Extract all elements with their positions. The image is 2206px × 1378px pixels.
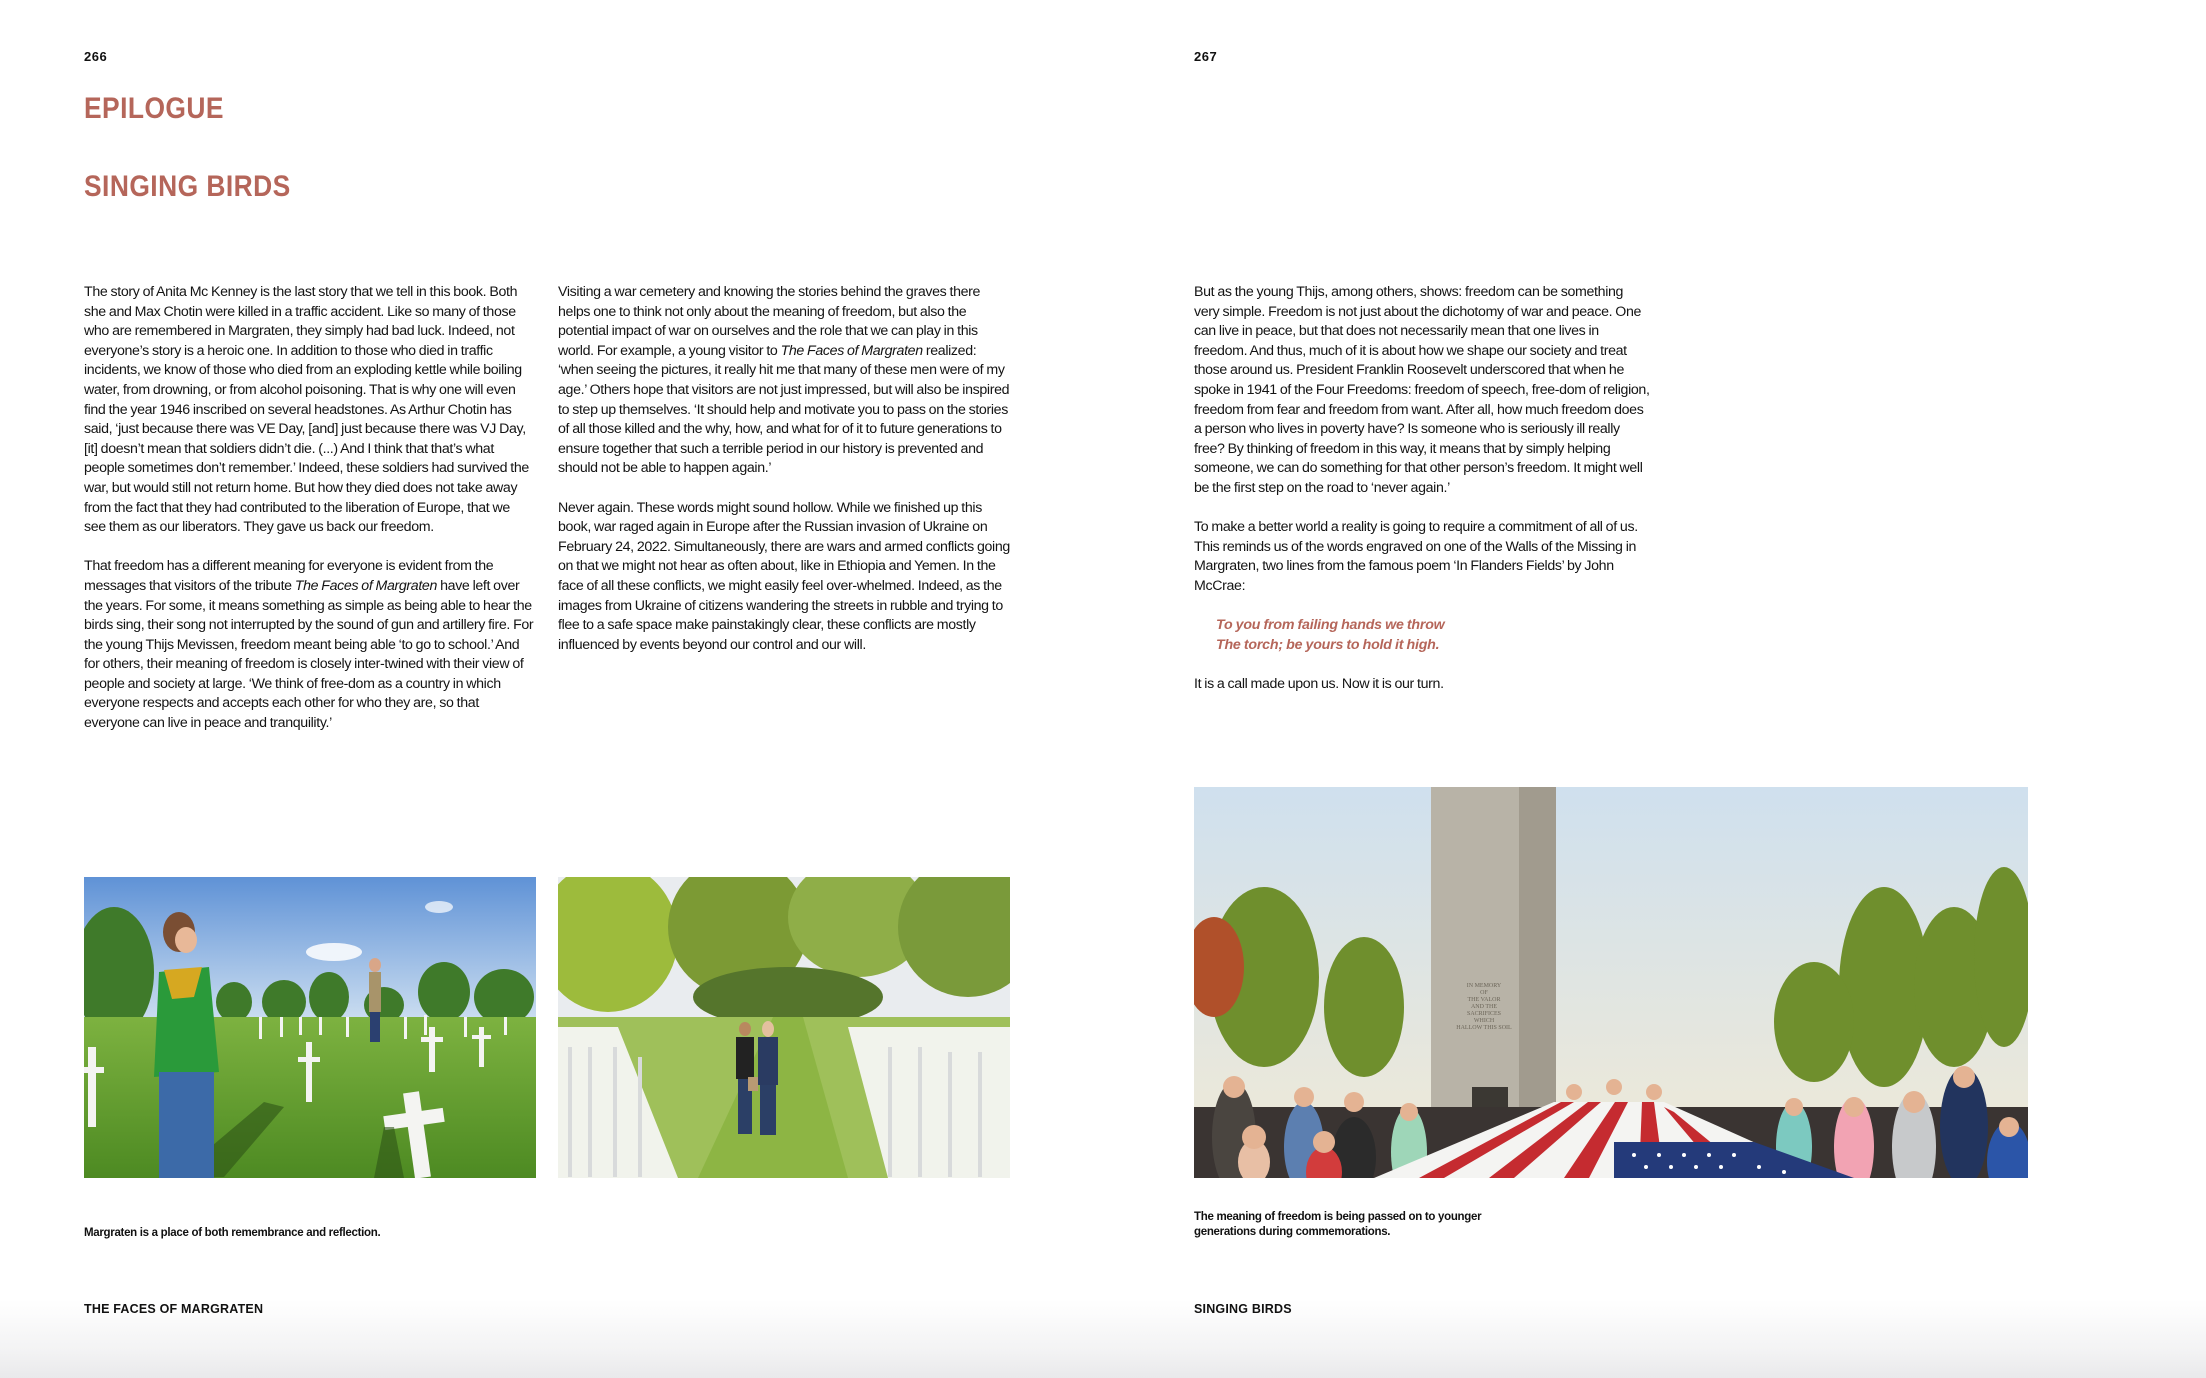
inscription-line: WHICH	[1473, 1018, 1495, 1024]
inscription-line: AND THE	[1470, 1004, 1498, 1010]
caption-right: The meaning of freedom is being passed on to younger generations during commemorations.	[1194, 1211, 1482, 1238]
inscription-line: HALLOW THIS SOIL	[1456, 1025, 1512, 1031]
inscription-line: SACRIFICES	[1466, 1011, 1502, 1017]
paragraph: Never again. These words might sound hollow. While we finished up this book, war raged again in Europe after the Russian invasion of Ukraine on February 24, 2022. Simultaneously, there are wars and armed conflicts going on that we might not hear as often about, like in Ethiopia and Yemen. In the face of all these conflicts, we might easily feel over-whelmed. Indeed, as the images from Ukraine of citizens wandering the streets in rubble and trying to flee to a safe space make painstakingly clear, these conflicts are mostly influenced by events beyond our control and our will.	[558, 499, 1010, 653]
photo-girl-at-cemetery	[84, 877, 536, 1178]
photo-flag-ceremony	[1194, 787, 2028, 1178]
paragraph: That freedom has a different meaning for everyone is evident from the messages that visitors of the tribute The Faces of Margraten have left over the years. For some, it means something as simple as being able to hear the birds sing, their song not interrupted by the sound of gun and artillery fire. For the young Thijs Mevissen, freedom meant being able ‘to go to school.’ And for others, their meaning of freedom is closely inter-twined with their view of people and society at large. ‘We think of free-dom as a country in which everyone respects and accepts each other for who they are, so that everyone can live in peace and tranquility.’	[84, 558, 534, 732]
paragraph: Visiting a war cemetery and knowing the stories behind the graves there helps one to think not only about the meaning of freedom, but also the potential impact of war on ourselves and the role that we can play in this world. For example, a young visitor to The Faces of Margraten realized: ‘when seeing the pictures, it really hit me that many of these men were of my age.’ Others hope that visitors are not just impressed, but will also be inspired to step up themselves. ‘It should help and motivate you to pass on the stories of all those killed and the why, how, and what for of it to future generations to ensure together that such a terrible period in our history is prevented and should not be able to happen again.’	[558, 284, 1010, 477]
chapter-title: SINGING BIRDS	[84, 170, 291, 203]
paragraph: The story of Anita Mc Kenney is the last story that we tell in this book. Both she and Max Chotin were killed in a traffic accident. Like so many of those who are remembered in Margraten, they simply had bad luck. Indeed, not everyone’s story is a heroic one. In addition to those who died in traffic incidents, we know of those who died from an exploding kettle while boiling water, from drowning, or from alcohol poisoning. That is why one will even find the year 1946 inscribed on several headstones. As Arthur Chotin has said, ‘just because there was VE Day, [and] just because there was VJ Day, [it] doesn’t mean that soldiers didn’t die. (...) And I think that that’s what people sometimes don’t remember.’ Indeed, these soldiers had survived the war, but would still not return home. But how they died does not take away from the fact that they had contributed to the liberation of Europe, that we see them as our liberators. They gave us back our freedom.	[84, 284, 529, 536]
book-title: The Faces of Margraten	[294, 577, 438, 594]
section-label: EPILOGUE	[84, 92, 224, 125]
poem-quote	[1216, 616, 1650, 655]
paragraph: But as the young Thijs, among others, shows: freedom can be something very simple. Freedom is not just about the dichotomy of war and peace. One can live in peace, but that does not necessarily mean that one lives in freedom. And thus, much of it is about how we shape our society and treat those around us. President Franklin Roosevelt underscored that when he spoke in 1941 of the Four Freedoms: freedom of speech, free-dom of religion, freedom from fear and freedom from want. After all, how much freedom does a person who lives in poverty have? Is someone who is seriously ill really free? By thinking of freedom in this way, it means that by simply helping someone, we can do something for that other person’s freedom. It might well be the first step on the road to ‘never again.’	[1194, 284, 1650, 496]
inscription-line: THE VALOR	[1467, 997, 1501, 1003]
poem-line: The torch; be yours to hold it high.	[1216, 636, 1440, 653]
poem-line: To you from failing hands we throw	[1216, 617, 1445, 634]
page-number-right: 267	[1194, 49, 1218, 64]
left-column-2	[558, 283, 1010, 675]
inscription-line: OF	[1480, 990, 1488, 996]
book-title: The Faces of Margraten	[780, 342, 923, 359]
caption-left: Margraten is a place of both remembrance and reflection.	[84, 1227, 381, 1239]
running-footer-left: THE FACES OF MARGRATEN	[84, 1302, 264, 1316]
right-column-1	[1194, 283, 1650, 714]
closing-line: It is a call made upon us. Now it is our turn.	[1194, 675, 1444, 692]
paragraph: To make a better world a reality is going to require a commitment of all of us. This reminds us of the words engraved on one of the Walls of the Missing in Margraten, two lines from the famous poem ‘In Flanders Fields’ by John McCrae:	[1194, 519, 1638, 594]
photo-couple-walking	[558, 877, 1010, 1178]
left-column-1	[84, 283, 534, 753]
inscription-line: IN MEMORY	[1466, 983, 1502, 989]
running-footer-right: SINGING BIRDS	[1194, 1302, 1292, 1316]
page-number-left: 266	[84, 49, 108, 64]
